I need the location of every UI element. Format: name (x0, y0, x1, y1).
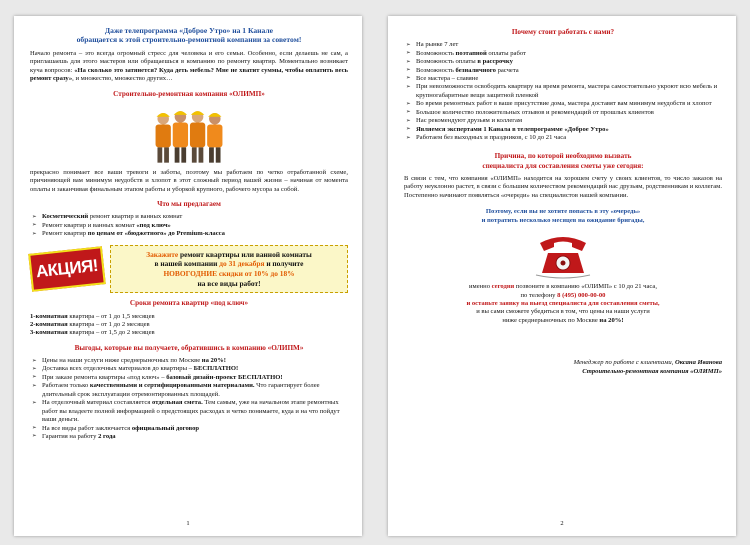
benefit-text: На отделочный материал составляется (42, 399, 152, 407)
benefit-bold: базовый дизайн-проект БЕСПЛАТНО! (166, 373, 283, 381)
benefit-bold: 2 года (98, 432, 116, 440)
queue-note (404, 208, 722, 225)
benefit-bold: отдельная смета. (151, 399, 203, 407)
call-to-action (404, 283, 722, 325)
benefit-bold: официальный договор (131, 424, 200, 432)
list-item (42, 433, 348, 441)
list-item (42, 213, 348, 221)
queue-line-2: и потратить несколько месяцев на ожидание бригады, (481, 216, 645, 224)
benefit-text: Доставка всех отделочных материалов до квартиры – (42, 365, 194, 373)
queue-line-1: Поэтому, если вы не хотите попасть в эту «очередь» (485, 208, 641, 216)
benefit-text: При заказе ремонта квартиры «под ключ» – (42, 373, 167, 381)
list-item (42, 222, 348, 230)
benefit-bold: БЕСПЛАТНО! (193, 365, 239, 373)
list-item (416, 50, 722, 58)
call-text: ниже среднерыночных по Москве (502, 316, 600, 324)
benefit-bold: на 20%! (201, 357, 226, 365)
list-item (42, 374, 348, 382)
call-text: именно (469, 283, 492, 291)
list-item (416, 67, 722, 75)
call-today: сегодня (491, 283, 515, 291)
company-heading: Строительно-ремонтная компания «ОЛИМП» (113, 89, 265, 98)
signature-block (404, 359, 722, 376)
list-item (416, 83, 722, 100)
why-text: Возможность (416, 49, 456, 57)
call-request: и оставьте заявку на выезд специалиста для составления сметы, (466, 299, 660, 307)
why-tail: расчета (495, 66, 519, 74)
list-item (416, 117, 722, 125)
why-bold: безналичного (455, 66, 496, 74)
list-item (42, 382, 348, 399)
main-heading (30, 26, 348, 45)
benefit-tail: Что гарантирует более длительный срок эксплуатации отремонтированных площадей. (42, 382, 320, 398)
benefit-text: На все виды работ заключается (42, 424, 132, 432)
why-bold: Являемся экспертами 1 Канала в телепрограмме «Доброе Утро» (416, 125, 609, 133)
call-text: и вы сами сможете убедиться в том, что цены на наши услуги (476, 308, 650, 316)
why-bold: поэтапной (455, 49, 487, 57)
reason-paragraph: В связи с тем, что компания «ОЛИМП» находится на хорошем счету у своих клиентов, то число заказов на работу неуклонно растет, в связи с большим количеством рекомендаций нас друзьям, родственникам и коллегам. Постепенно начинают появляться «очереди» на специалистов нашей компании. (404, 174, 722, 199)
promo-text: ремонт квартиры или ванной комнаты (178, 249, 312, 259)
why-text: При невозможности освободить квартиру на время ремонта, мастера самостоятельно укроют всю мебель и крупногабаритные вещи защитной пленкой (416, 83, 718, 99)
term-duration: квартира – от 1 до 2 месяцев (67, 320, 150, 328)
signature-name: Оксана Иванова (675, 359, 722, 367)
offer-text: Ремонт квартир и ванных комнат (42, 221, 137, 229)
phone-number: 8 (495) 000-00-00 (557, 291, 606, 299)
benefits-list (30, 357, 348, 441)
workers-image (146, 103, 232, 165)
terms-heading: Сроки ремонта квартир «под ключ» (129, 299, 249, 308)
call-discount: на 20%! (599, 316, 624, 324)
main-heading-line-2: обращается к этой строительно-ремонтной компании за советом! (76, 35, 302, 45)
offer-text: Ремонт квартир (42, 230, 88, 238)
term-duration: квартира – от 1 до 1,5 месяцев (67, 312, 155, 320)
call-line-2 (404, 292, 722, 300)
reason-heading-line-2: специалиста для составления сметы уже сегодня: (482, 161, 644, 170)
why-bold: в рассрочку (477, 58, 513, 66)
list-item (42, 230, 348, 238)
benefit-text: Работаем только (42, 382, 90, 390)
benefit-text: Гарантия на работу (42, 432, 99, 440)
promo-box (110, 245, 348, 294)
offer-bold: по ценам от «бюджетного» до Premium-класса (87, 230, 225, 238)
list-item (42, 365, 348, 373)
promo-text: в нашей компании (154, 259, 220, 269)
reason-heading (404, 152, 722, 170)
signature-company: Строительно-ремонтная компания «ОЛИМП» (582, 367, 722, 375)
offer-heading: Что мы предлагаем (157, 200, 221, 209)
main-heading-line-1: Даже телепрограмма «Доброе Утро» на 1 Канале (104, 26, 274, 35)
call-line-5 (404, 317, 722, 325)
intro-paragraph (30, 50, 348, 84)
why-text: Все мастера – славяне (416, 74, 479, 82)
term-rooms: 2-комнатная (30, 320, 68, 328)
offer-text: ремонт квартир и ванных комнат (88, 213, 183, 221)
company-paragraph: прекрасно понимает все ваши тревоги и заботы, поэтому мы работаем по четко отработанной схеме, причиняющей вам минимум неудобств и хлопот в этот сложный период вашей жизни – начиная от момента оплаты и заканчивая финальным этапом работы и уборкой крупного, рабочего мусора за собой. (30, 168, 348, 193)
why-text: Во время ремонтных работ в ваше присутствие дома, мастера доставят вам минимум неудобств и хлопот (416, 100, 712, 108)
why-list (404, 41, 722, 142)
signature-line-1 (404, 359, 722, 367)
promo-line-2 (117, 259, 341, 269)
promo-block (30, 245, 348, 294)
why-text: Большое количество положительных отзывов и рекомендаций от прошлых клиентов (416, 108, 654, 116)
promo-text: на все виды работ! (197, 278, 261, 288)
promo-line-1 (117, 250, 341, 260)
terms-list (30, 313, 348, 338)
page-number: 2 (560, 519, 564, 527)
term-duration: квартира – от 1,5 до 2 месяцев (67, 329, 155, 337)
call-text: по телефону (520, 291, 558, 299)
promo-order: Закажите (146, 249, 179, 259)
list-item (30, 329, 348, 337)
why-heading: Почему стоит работать с нами? (511, 28, 615, 36)
why-text: Возможность оплаты (416, 58, 478, 66)
benefits-heading: Выгоды, которые вы получаете, обратившись в компанию «ОЛИПМ» (74, 343, 304, 352)
benefit-tail: Тем самым, уже на начальном этапе ремонтных работ вы владеете полной информацией о предстоящих расходах и четко понимаете, куда и на что пойдут ваши деньги. (42, 399, 340, 424)
benefit-bold: качественными и сертифицированными материалами. (89, 382, 255, 390)
document-page-1 (14, 16, 362, 536)
why-text: Возможность (416, 66, 456, 74)
list-item (416, 75, 722, 83)
why-text: На рынке 7 лет (416, 41, 459, 49)
signature-role: Менеджер по работе с клиентами, (573, 359, 675, 367)
benefit-text: Цены на наши услуги ниже среднерыночных по Москве (42, 357, 202, 365)
term-rooms: 1-комнатная (30, 312, 68, 320)
list-item (42, 357, 348, 365)
offer-list (30, 213, 348, 238)
why-text: Нас рекомендуют друзьям и коллегам (416, 117, 523, 125)
list-item (416, 126, 722, 134)
list-item (30, 313, 348, 321)
why-text: Работаем без выходных и праздников, с 10 до 21 часа (416, 134, 567, 142)
list-item (416, 109, 722, 117)
list-item (416, 41, 722, 49)
list-item (30, 321, 348, 329)
promo-deadline: до 31 декабря (219, 259, 265, 269)
term-rooms: 3-комнатная (30, 329, 68, 337)
document-page-2 (388, 16, 736, 536)
why-tail: оплаты работ (486, 49, 526, 57)
list-item (42, 399, 348, 424)
promo-badge: АКЦИЯ! (28, 246, 106, 292)
offer-bold: «под ключ» (136, 221, 171, 229)
list-item (416, 58, 722, 66)
intro-text: Начало ремонта – это всегда огромный стресс для человека и его семьи. Особенно, если делаешь не сам, а приглашаешь для этого мастеров или обращаешься в компанию по ремонту квартир. Моментально возникает куча вопросов: (30, 49, 348, 74)
reason-heading-line-1: Причина, по которой необходимо вызвать (494, 152, 632, 161)
telephone-icon (532, 229, 594, 279)
call-text: позвоните в компанию «ОЛИМП» с 10 до 21 часа, (514, 283, 657, 291)
promo-discount: НОВОГОДНИЕ скидки от 10% до 18% (163, 269, 295, 279)
offer-bold: Косметический (42, 213, 89, 221)
intro-questions: «На сколько это затянется? Куда деть мебель? Мне не хватит суммы, чтобы оплатить весь ремонт сразу» (30, 66, 348, 83)
list-item (416, 100, 722, 108)
page-number: 1 (186, 519, 190, 527)
list-item (416, 134, 722, 142)
list-item (42, 425, 348, 433)
call-line-1 (404, 283, 722, 291)
intro-end: , и множество, множество других… (72, 75, 173, 83)
promo-text: и получите (264, 259, 304, 269)
